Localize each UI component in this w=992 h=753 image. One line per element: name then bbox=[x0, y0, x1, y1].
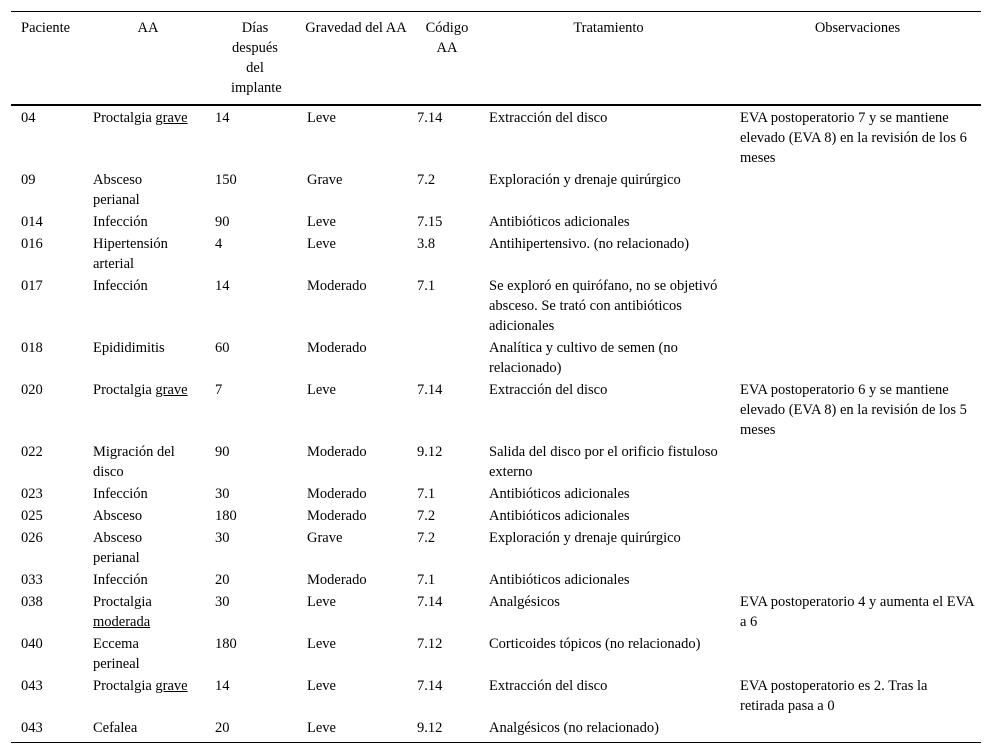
table-row bbox=[11, 633, 981, 675]
aa-text: Infección bbox=[93, 572, 148, 588]
cell-paciente bbox=[11, 569, 87, 591]
tratamiento-text: Analgésicos bbox=[489, 594, 560, 610]
dias-text: 14 bbox=[215, 678, 230, 694]
cell-tratamiento bbox=[483, 527, 734, 569]
table-row bbox=[11, 527, 981, 569]
cell-tratamiento bbox=[483, 379, 734, 441]
cell-aa bbox=[87, 633, 209, 675]
aa-severity-text: grave bbox=[155, 110, 188, 126]
tratamiento-text: Exploración y drenaje quirúrgico bbox=[489, 172, 681, 188]
cell-codigo bbox=[411, 527, 483, 569]
cell-gravedad bbox=[301, 527, 411, 569]
cell-tratamiento bbox=[483, 675, 734, 717]
cell-codigo bbox=[411, 569, 483, 591]
cell-paciente bbox=[11, 505, 87, 527]
cell-codigo bbox=[411, 591, 483, 633]
cell-gravedad bbox=[301, 483, 411, 505]
aa-severity-text: grave bbox=[155, 678, 188, 694]
cell-paciente bbox=[11, 527, 87, 569]
dias-text: 180 bbox=[215, 636, 237, 652]
cell-gravedad bbox=[301, 233, 411, 275]
cell-gravedad bbox=[301, 441, 411, 483]
paciente-text: 025 bbox=[21, 508, 43, 524]
table-row bbox=[11, 275, 981, 337]
dias-text: 20 bbox=[215, 572, 230, 588]
tratamiento-text: Salida del disco por el orificio fistuloso externo bbox=[489, 444, 718, 480]
cell-paciente bbox=[11, 441, 87, 483]
cell-codigo bbox=[411, 441, 483, 483]
cell-paciente bbox=[11, 591, 87, 633]
cell-codigo bbox=[411, 675, 483, 717]
table-row bbox=[11, 569, 981, 591]
paciente-text: 020 bbox=[21, 382, 43, 398]
aa-text: Infección bbox=[93, 214, 148, 230]
cell-codigo bbox=[411, 379, 483, 441]
cell-gravedad bbox=[301, 105, 411, 169]
table-body bbox=[11, 105, 981, 743]
cell-gravedad bbox=[301, 379, 411, 441]
cell-aa bbox=[87, 591, 209, 633]
table-row bbox=[11, 505, 981, 527]
cell-aa bbox=[87, 233, 209, 275]
cell-gravedad bbox=[301, 505, 411, 527]
aa-text: Absceso bbox=[93, 508, 143, 524]
codigo-text: 7.1 bbox=[417, 278, 436, 294]
cell-dias bbox=[209, 633, 301, 675]
aa-text: Infección bbox=[93, 278, 148, 294]
cell-dias bbox=[209, 717, 301, 743]
cell-aa bbox=[87, 483, 209, 505]
gravedad-text: Moderado bbox=[307, 340, 367, 356]
aa-text: Epididimitis bbox=[93, 340, 165, 356]
cell-dias bbox=[209, 105, 301, 169]
cell-gravedad bbox=[301, 717, 411, 743]
cell-observaciones bbox=[734, 275, 981, 337]
table-row bbox=[11, 337, 981, 379]
cell-tratamiento bbox=[483, 505, 734, 527]
tratamiento-text: Analítica y cultivo de semen (no relacionado) bbox=[489, 340, 678, 376]
cell-codigo bbox=[411, 233, 483, 275]
aa-text: Proctalgia bbox=[93, 594, 152, 610]
paciente-text: 033 bbox=[21, 572, 43, 588]
gravedad-text: Leve bbox=[307, 110, 336, 126]
cell-codigo bbox=[411, 105, 483, 169]
tratamiento-text: Corticoides tópicos (no relacionado) bbox=[489, 636, 701, 652]
cell-gravedad bbox=[301, 275, 411, 337]
header-gravedad: Gravedad del AA bbox=[301, 12, 411, 106]
header-observaciones: Observaciones bbox=[734, 12, 981, 106]
cell-tratamiento bbox=[483, 591, 734, 633]
table-row bbox=[11, 441, 981, 483]
paciente-text: 09 bbox=[21, 172, 36, 188]
cell-paciente bbox=[11, 233, 87, 275]
cell-observaciones bbox=[734, 441, 981, 483]
cell-aa bbox=[87, 505, 209, 527]
cell-codigo bbox=[411, 505, 483, 527]
paciente-text: 023 bbox=[21, 486, 43, 502]
cell-dias bbox=[209, 675, 301, 717]
cell-aa bbox=[87, 569, 209, 591]
table-row bbox=[11, 675, 981, 717]
cell-paciente bbox=[11, 633, 87, 675]
cell-observaciones bbox=[734, 675, 981, 717]
cell-codigo bbox=[411, 275, 483, 337]
codigo-text: 9.12 bbox=[417, 720, 443, 736]
cell-paciente bbox=[11, 211, 87, 233]
paciente-text: 022 bbox=[21, 444, 43, 460]
cell-dias bbox=[209, 211, 301, 233]
cell-dias bbox=[209, 505, 301, 527]
tratamiento-text: Analgésicos (no relacionado) bbox=[489, 720, 659, 736]
cell-observaciones bbox=[734, 105, 981, 169]
tratamiento-text: Antibióticos adicionales bbox=[489, 214, 630, 230]
table-row bbox=[11, 483, 981, 505]
table-row bbox=[11, 591, 981, 633]
paciente-text: 043 bbox=[21, 720, 43, 736]
cell-paciente bbox=[11, 105, 87, 169]
cell-tratamiento bbox=[483, 441, 734, 483]
aa-text: Proctalgia bbox=[93, 110, 152, 126]
dias-text: 30 bbox=[215, 530, 230, 546]
observaciones-text: EVA postoperatorio 4 y aumenta el EVA a 6 bbox=[740, 594, 974, 630]
tratamiento-text: Antibióticos adicionales bbox=[489, 572, 630, 588]
codigo-text: 7.2 bbox=[417, 508, 436, 524]
cell-dias bbox=[209, 569, 301, 591]
codigo-text: 3.8 bbox=[417, 236, 436, 252]
cell-gravedad bbox=[301, 569, 411, 591]
paciente-text: 040 bbox=[21, 636, 43, 652]
cell-tratamiento bbox=[483, 105, 734, 169]
tratamiento-text: Antibióticos adicionales bbox=[489, 486, 630, 502]
observaciones-text: EVA postoperatorio 6 y se mantiene elevado (EVA 8) en la revisión de los 5 meses bbox=[740, 382, 967, 438]
cell-observaciones bbox=[734, 379, 981, 441]
cell-gravedad bbox=[301, 591, 411, 633]
dias-text: 30 bbox=[215, 594, 230, 610]
table-row bbox=[11, 233, 981, 275]
cell-observaciones bbox=[734, 591, 981, 633]
observaciones-text: EVA postoperatorio 7 y se mantiene elevado (EVA 8) en la revisión de los 6 meses bbox=[740, 110, 967, 166]
header-codigo: Código AA bbox=[411, 12, 483, 106]
aa-text: Proctalgia bbox=[93, 678, 152, 694]
cell-codigo bbox=[411, 483, 483, 505]
dias-text: 150 bbox=[215, 172, 237, 188]
adverse-events-table-container bbox=[11, 11, 981, 743]
cell-codigo bbox=[411, 717, 483, 743]
cell-dias bbox=[209, 379, 301, 441]
cell-tratamiento bbox=[483, 633, 734, 675]
codigo-text: 7.14 bbox=[417, 594, 443, 610]
aa-severity-text: moderada bbox=[93, 614, 151, 630]
observaciones-text: EVA postoperatorio es 2. Tras la retirada pasa a 0 bbox=[740, 678, 928, 714]
cell-codigo bbox=[411, 211, 483, 233]
codigo-text: 7.1 bbox=[417, 486, 436, 502]
cell-dias bbox=[209, 233, 301, 275]
gravedad-text: Grave bbox=[307, 172, 343, 188]
gravedad-text: Moderado bbox=[307, 572, 367, 588]
gravedad-text: Moderado bbox=[307, 486, 367, 502]
cell-codigo bbox=[411, 169, 483, 211]
paciente-text: 026 bbox=[21, 530, 43, 546]
gravedad-text: Leve bbox=[307, 214, 336, 230]
aa-severity-text: grave bbox=[155, 382, 188, 398]
paciente-text: 018 bbox=[21, 340, 43, 356]
aa-text: Infección bbox=[93, 486, 148, 502]
tratamiento-text: Extracción del disco bbox=[489, 110, 608, 126]
header-aa: AA bbox=[87, 12, 209, 106]
cell-dias bbox=[209, 337, 301, 379]
aa-text: Proctalgia bbox=[93, 382, 152, 398]
paciente-text: 014 bbox=[21, 214, 43, 230]
tratamiento-text: Antibióticos adicionales bbox=[489, 508, 630, 524]
dias-text: 7 bbox=[215, 382, 223, 398]
gravedad-text: Leve bbox=[307, 636, 336, 652]
dias-text: 4 bbox=[215, 236, 223, 252]
cell-dias bbox=[209, 527, 301, 569]
paciente-text: 038 bbox=[21, 594, 43, 610]
table-row bbox=[11, 379, 981, 441]
cell-paciente bbox=[11, 717, 87, 743]
aa-text: Absceso perianal bbox=[93, 172, 143, 208]
codigo-text: 7.2 bbox=[417, 530, 436, 546]
aa-text: Cefalea bbox=[93, 720, 138, 736]
cell-observaciones bbox=[734, 169, 981, 211]
cell-aa bbox=[87, 717, 209, 743]
codigo-text: 7.14 bbox=[417, 382, 443, 398]
cell-paciente bbox=[11, 483, 87, 505]
cell-codigo bbox=[411, 633, 483, 675]
gravedad-text: Leve bbox=[307, 594, 336, 610]
paciente-text: 016 bbox=[21, 236, 43, 252]
dias-text: 14 bbox=[215, 278, 230, 294]
cell-paciente bbox=[11, 337, 87, 379]
cell-tratamiento bbox=[483, 233, 734, 275]
gravedad-text: Moderado bbox=[307, 278, 367, 294]
cell-aa bbox=[87, 105, 209, 169]
tratamiento-text: Exploración y drenaje quirúrgico bbox=[489, 530, 681, 546]
cell-observaciones bbox=[734, 569, 981, 591]
codigo-text: 7.2 bbox=[417, 172, 436, 188]
cell-observaciones bbox=[734, 483, 981, 505]
dias-text: 14 bbox=[215, 110, 230, 126]
cell-paciente bbox=[11, 675, 87, 717]
cell-aa bbox=[87, 675, 209, 717]
table-row bbox=[11, 211, 981, 233]
cell-dias bbox=[209, 275, 301, 337]
codigo-text: 9.12 bbox=[417, 444, 443, 460]
cell-paciente bbox=[11, 379, 87, 441]
cell-dias bbox=[209, 169, 301, 211]
dias-text: 90 bbox=[215, 444, 230, 460]
header-tratamiento: Tratamiento bbox=[483, 12, 734, 106]
cell-observaciones bbox=[734, 527, 981, 569]
cell-aa bbox=[87, 527, 209, 569]
dias-text: 20 bbox=[215, 720, 230, 736]
aa-text: Eccema perineal bbox=[93, 636, 140, 672]
dias-text: 90 bbox=[215, 214, 230, 230]
table-row bbox=[11, 105, 981, 169]
cell-gravedad bbox=[301, 169, 411, 211]
aa-text: Hipertensión arterial bbox=[93, 236, 168, 272]
tratamiento-text: Se exploró en quirófano, no se objetivó absceso. Se trató con antibióticos adicionales bbox=[489, 278, 718, 334]
header-row bbox=[11, 12, 981, 106]
paciente-text: 043 bbox=[21, 678, 43, 694]
gravedad-text: Leve bbox=[307, 720, 336, 736]
table-row bbox=[11, 169, 981, 211]
cell-paciente bbox=[11, 275, 87, 337]
cell-aa bbox=[87, 441, 209, 483]
cell-aa bbox=[87, 169, 209, 211]
cell-paciente bbox=[11, 169, 87, 211]
cell-dias bbox=[209, 441, 301, 483]
cell-tratamiento bbox=[483, 717, 734, 743]
gravedad-text: Leve bbox=[307, 678, 336, 694]
cell-tratamiento bbox=[483, 169, 734, 211]
cell-observaciones bbox=[734, 505, 981, 527]
gravedad-text: Leve bbox=[307, 382, 336, 398]
codigo-text: 7.14 bbox=[417, 110, 443, 126]
gravedad-text: Moderado bbox=[307, 508, 367, 524]
cell-gravedad bbox=[301, 337, 411, 379]
paciente-text: 04 bbox=[21, 110, 36, 126]
cell-aa bbox=[87, 337, 209, 379]
gravedad-text: Grave bbox=[307, 530, 343, 546]
aa-text: Absceso perianal bbox=[93, 530, 143, 566]
cell-aa bbox=[87, 379, 209, 441]
cell-tratamiento bbox=[483, 275, 734, 337]
gravedad-text: Moderado bbox=[307, 444, 367, 460]
codigo-text: 7.1 bbox=[417, 572, 436, 588]
dias-text: 180 bbox=[215, 508, 237, 524]
cell-gravedad bbox=[301, 211, 411, 233]
table-header bbox=[11, 12, 981, 106]
dias-text: 60 bbox=[215, 340, 230, 356]
gravedad-text: Leve bbox=[307, 236, 336, 252]
cell-aa bbox=[87, 275, 209, 337]
cell-observaciones bbox=[734, 717, 981, 743]
header-paciente: Paciente bbox=[11, 12, 87, 106]
dias-text: 30 bbox=[215, 486, 230, 502]
cell-aa bbox=[87, 211, 209, 233]
cell-gravedad bbox=[301, 675, 411, 717]
cell-observaciones bbox=[734, 211, 981, 233]
codigo-text: 7.12 bbox=[417, 636, 443, 652]
cell-observaciones bbox=[734, 337, 981, 379]
cell-observaciones bbox=[734, 633, 981, 675]
cell-gravedad bbox=[301, 633, 411, 675]
paciente-text: 017 bbox=[21, 278, 43, 294]
cell-dias bbox=[209, 591, 301, 633]
cell-tratamiento bbox=[483, 337, 734, 379]
table-row bbox=[11, 717, 981, 743]
cell-tratamiento bbox=[483, 211, 734, 233]
codigo-text: 7.14 bbox=[417, 678, 443, 694]
adverse-events-table bbox=[11, 11, 981, 743]
cell-tratamiento bbox=[483, 483, 734, 505]
cell-dias bbox=[209, 483, 301, 505]
cell-tratamiento bbox=[483, 569, 734, 591]
tratamiento-text: Extracción del disco bbox=[489, 382, 608, 398]
codigo-text: 7.15 bbox=[417, 214, 443, 230]
cell-observaciones bbox=[734, 233, 981, 275]
header-dias: Días después del implante bbox=[209, 12, 301, 106]
tratamiento-text: Antihipertensivo. (no relacionado) bbox=[489, 236, 690, 252]
tratamiento-text: Extracción del disco bbox=[489, 678, 608, 694]
cell-codigo bbox=[411, 337, 483, 379]
aa-text: Migración del disco bbox=[93, 444, 175, 480]
